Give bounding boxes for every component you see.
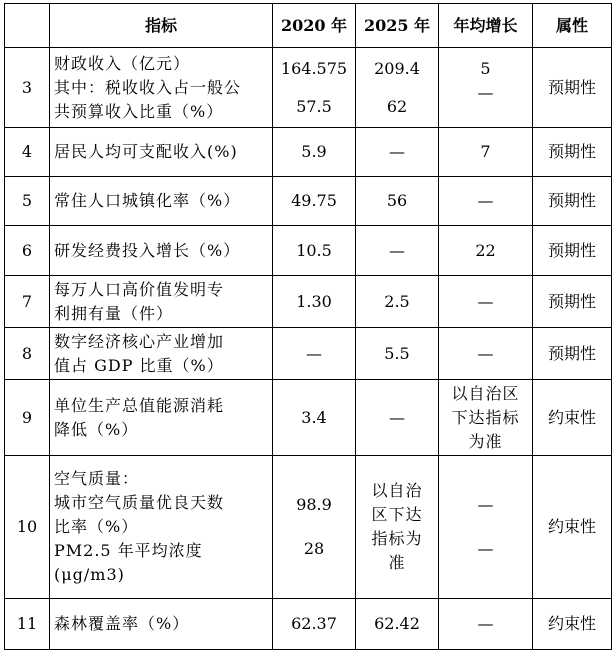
note-line: 以自治区 bbox=[451, 383, 520, 403]
note-line: 指标为 bbox=[371, 529, 423, 548]
header-attribute: 属性 bbox=[533, 4, 612, 48]
value: 98.9 bbox=[296, 495, 332, 514]
indicator-line: 财政收入（亿元） bbox=[54, 53, 191, 73]
row-attribute: 预期性 bbox=[533, 276, 612, 328]
row-indicator bbox=[50, 128, 273, 177]
indicator-line: 单位生产总值能源消耗 bbox=[54, 395, 225, 415]
table-row bbox=[5, 456, 612, 599]
row-growth: 22 bbox=[439, 226, 533, 276]
row-attribute: 约束性 bbox=[533, 380, 612, 456]
row-value-2025: — bbox=[356, 380, 439, 456]
header-indicator: 指标 bbox=[50, 4, 273, 48]
row-value-2020: 1.30 bbox=[273, 276, 356, 328]
row-value-2020: 62.37 bbox=[273, 599, 356, 650]
table-row bbox=[5, 128, 612, 177]
indicator-line: 利拥有量（件） bbox=[54, 303, 174, 323]
note-line: 为准 bbox=[468, 431, 503, 451]
row-value-2025: — bbox=[356, 226, 439, 276]
note-line: 准 bbox=[388, 553, 406, 572]
indicator-line: 常住人口城镇化率（%） bbox=[54, 191, 241, 210]
value: 62 bbox=[386, 96, 408, 116]
row-value-2025 bbox=[356, 456, 439, 599]
value: 209.4 bbox=[374, 58, 420, 78]
row-index: 6 bbox=[5, 226, 50, 276]
table-row bbox=[5, 599, 612, 650]
table-row bbox=[5, 226, 612, 276]
row-value-2020: 10.5 bbox=[273, 226, 356, 276]
note-line: 区下达 bbox=[371, 505, 423, 524]
indicator-line: PM2.5 年平均浓度 bbox=[54, 541, 203, 560]
row-indicator bbox=[50, 380, 273, 456]
row-value-2025: 62.42 bbox=[356, 599, 439, 650]
row-index: 3 bbox=[5, 48, 50, 128]
header-2025: 2025 年 bbox=[356, 4, 439, 48]
table-row bbox=[5, 177, 612, 226]
indicator-line: 共预算收入比重（%） bbox=[54, 101, 224, 121]
value: 5 bbox=[480, 58, 491, 78]
row-indicator bbox=[50, 48, 273, 128]
row-index: 11 bbox=[5, 599, 50, 650]
note-line: 下达指标 bbox=[451, 407, 520, 427]
header-2020: 2020 年 bbox=[273, 4, 356, 48]
value: 164.575 bbox=[280, 58, 348, 78]
table-row bbox=[5, 276, 612, 328]
row-value-2020 bbox=[273, 48, 356, 128]
row-growth: 7 bbox=[439, 128, 533, 177]
row-value-2020: 5.9 bbox=[273, 128, 356, 177]
row-attribute: 约束性 bbox=[533, 599, 612, 650]
indicator-line: 居民人均可支配收入(%) bbox=[54, 142, 238, 161]
row-indicator bbox=[50, 177, 273, 226]
row-attribute: 预期性 bbox=[533, 177, 612, 226]
value: — bbox=[477, 539, 494, 558]
table-row bbox=[5, 48, 612, 128]
indicator-line: 其中：税收收入占一般公 bbox=[54, 77, 242, 97]
value: — bbox=[477, 495, 494, 514]
table-row bbox=[5, 328, 612, 380]
row-value-2020 bbox=[273, 456, 356, 599]
row-growth: — bbox=[439, 276, 533, 328]
row-growth bbox=[439, 456, 533, 599]
table-row bbox=[5, 380, 612, 456]
indicator-line: 空气质量： bbox=[54, 469, 140, 488]
row-index: 5 bbox=[5, 177, 50, 226]
row-indicator bbox=[50, 276, 273, 328]
row-attribute: 预期性 bbox=[533, 128, 612, 177]
indicator-line: 每万人口高价值发明专 bbox=[54, 279, 225, 299]
row-growth bbox=[439, 48, 533, 128]
indicator-line: 数字经济核心产业增加 bbox=[54, 331, 225, 351]
row-growth: — bbox=[439, 177, 533, 226]
table-header-row bbox=[5, 4, 612, 48]
header-annual-growth: 年均增长 bbox=[439, 4, 533, 48]
row-indicator bbox=[50, 599, 273, 650]
value: — bbox=[477, 82, 494, 102]
row-attribute: 预期性 bbox=[533, 226, 612, 276]
row-index: 7 bbox=[5, 276, 50, 328]
row-value-2025: 5.5 bbox=[356, 328, 439, 380]
row-index: 8 bbox=[5, 328, 50, 380]
indicator-line: (μg/m3) bbox=[54, 565, 125, 584]
row-indicator bbox=[50, 328, 273, 380]
note-line: 以自治 bbox=[371, 481, 423, 500]
row-value-2025: 56 bbox=[356, 177, 439, 226]
indicator-line: 值占 GDP 比重（%） bbox=[54, 355, 224, 375]
row-attribute: 预期性 bbox=[533, 328, 612, 380]
indicator-line: 森林覆盖率（%） bbox=[54, 614, 190, 633]
value: 57.5 bbox=[296, 96, 332, 116]
row-indicator bbox=[50, 456, 273, 599]
row-index: 9 bbox=[5, 380, 50, 456]
row-indicator bbox=[50, 226, 273, 276]
row-growth: — bbox=[439, 328, 533, 380]
row-value-2020: — bbox=[273, 328, 356, 380]
indicator-line: 城市空气质量优良天数 bbox=[54, 493, 225, 512]
indicator-table bbox=[4, 3, 612, 650]
row-growth bbox=[439, 380, 533, 456]
indicator-line: 降低（%） bbox=[54, 419, 139, 439]
row-value-2020: 3.4 bbox=[273, 380, 356, 456]
row-value-2020: 49.75 bbox=[273, 177, 356, 226]
row-value-2025: 2.5 bbox=[356, 276, 439, 328]
row-index: 4 bbox=[5, 128, 50, 177]
header-index bbox=[5, 4, 50, 48]
indicator-line: 研发经费投入增长（%） bbox=[54, 240, 241, 260]
indicator-line: 比率（%） bbox=[54, 517, 139, 536]
value: 28 bbox=[303, 539, 325, 558]
row-attribute: 约束性 bbox=[533, 456, 612, 599]
row-value-2025 bbox=[356, 48, 439, 128]
row-growth: — bbox=[439, 599, 533, 650]
row-value-2025: — bbox=[356, 128, 439, 177]
row-attribute: 预期性 bbox=[533, 48, 612, 128]
row-index: 10 bbox=[5, 456, 50, 599]
